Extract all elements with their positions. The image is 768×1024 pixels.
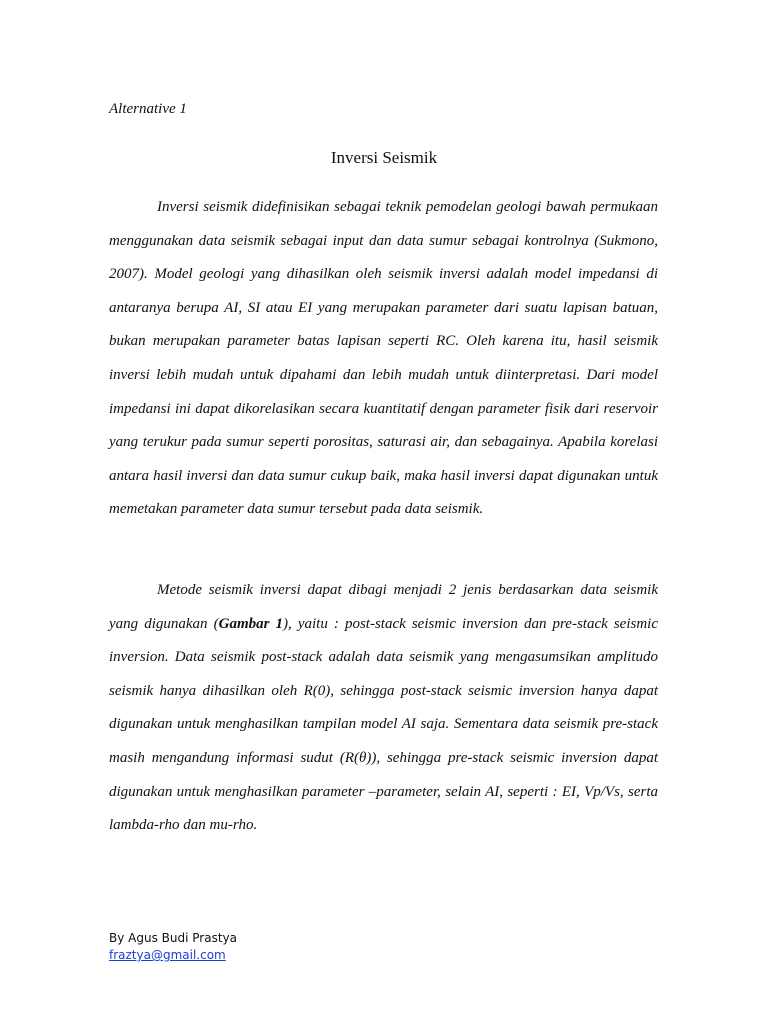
document-title: Inversi Seismik — [330, 148, 438, 167]
paragraph-2-text-a: Metode seismik inversi dapat dibagi menjadi 2 jenis berdasarkan data seismik yang digunakan ( — [109, 582, 658, 632]
paragraph-2-text-b: ), yaitu : post-stack seismic inversion dan pre-stack seismic inversion. Data seismik post-stack adalah data seismik yang mengasumsikan amplitudo seismik hanya dihasilkan oleh R(0), sehingga post-stack seismic inversion hanya dapat digunakan untuk menghasilkan tampilan model AI saja. Sementara data seismik pre-stack masih mengandung informasi sudut (R(θ)), sehingga pre-stack seismic inversion dapat digunakan untuk menghasilkan parameter –parameter, selain AI, seperti : EI, Vp/Vs, serta lambda-rho dan mu-rho. — [109, 615, 658, 834]
author-line: By Agus Budi Prastya — [109, 931, 237, 945]
paragraph-2 — [109, 574, 658, 843]
section-label: Alternative 1 — [109, 101, 187, 117]
paragraph-1: Inversi seismik didefinisikan sebagai teknik pemodelan geologi bawah permukaan menggunakan data seismik sebagai input dan data sumur sebagai kontrolnya (Sukmono, 2007). Model geologi yang dihasilkan oleh seismik inversi adalah model impedansi di antaranya berupa AI, SI atau EI yang merupakan parameter dari suatu lapisan batuan, bukan merupakan parameter batas lapisan seperti RC. Oleh karena itu, hasil seismik inversi lebih mudah untuk dipahami dan lebih mudah untuk diinterpretasi. Dari model impedansi ini dapat dikorelasikan secara kuantitatif dengan parameter fisik dari reservoir yang terukur pada sumur seperti porositas, saturasi air, dan sebagainya. Apabila korelasi antara hasil inversi dan data sumur cukup baik, maka hasil inversi dapat digunakan untuk memetakan parameter data sumur tersebut pada data seismik. — [109, 199, 658, 518]
footer — [109, 930, 237, 964]
figure-reference: Gambar 1 — [218, 615, 284, 632]
email-link[interactable]: fraztya@gmail.com — [109, 948, 226, 962]
